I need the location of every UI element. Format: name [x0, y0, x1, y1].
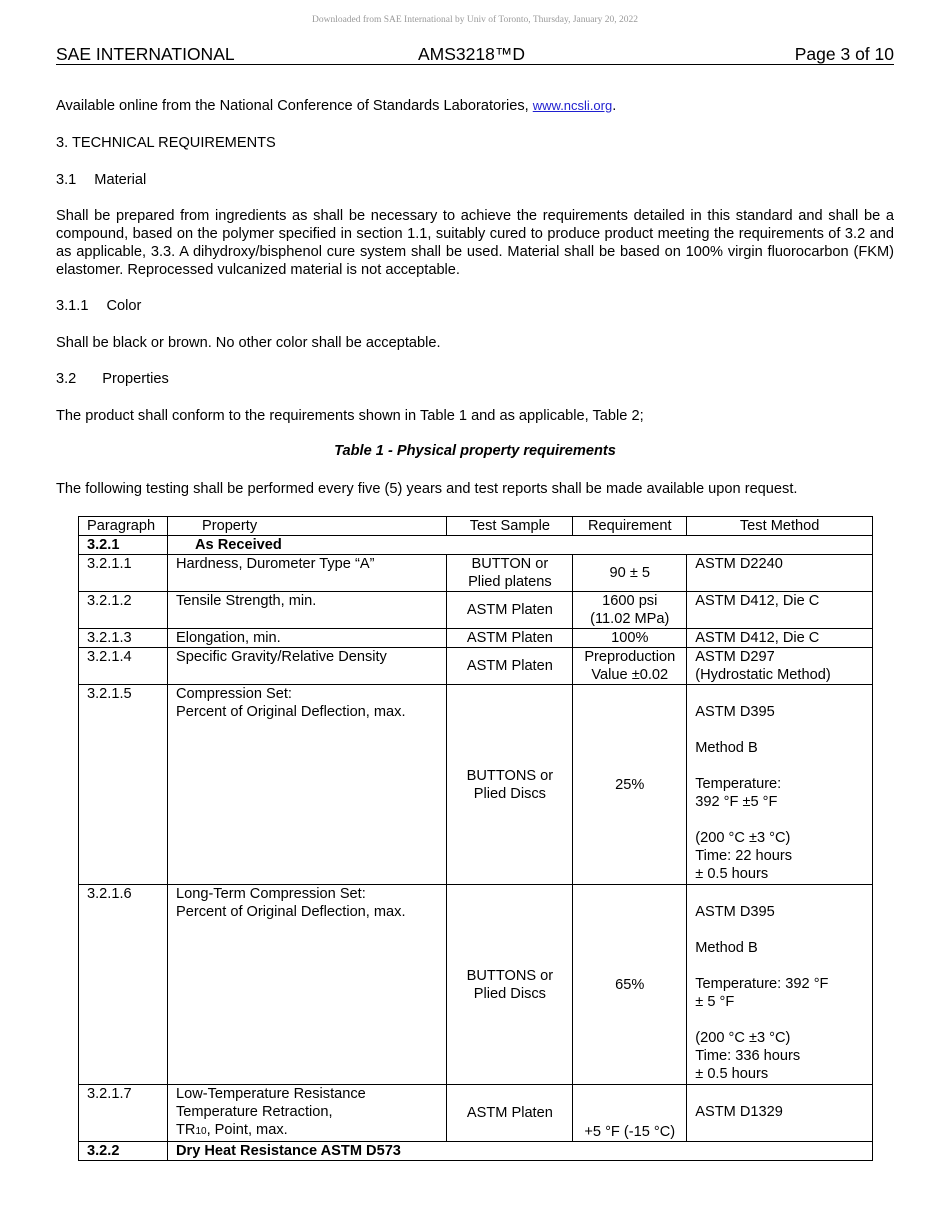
table-header-row [79, 517, 873, 536]
group-row-dry-heat [79, 1142, 873, 1161]
section-3-1-heading [56, 171, 894, 189]
physical-property-table [78, 516, 873, 1161]
group-title: As Received [167, 536, 872, 555]
table-row [79, 555, 873, 592]
row-property: Compression Set: Percent of Original Deflection, max. [167, 685, 446, 885]
row-requirement: Preproduction Value ±0.02 [573, 648, 687, 685]
row-paragraph: 3.2.1.1 [79, 555, 168, 592]
header-org: SAE INTERNATIONAL [56, 44, 235, 64]
row-test-sample: ASTM Platen [447, 1085, 573, 1142]
table-row [79, 592, 873, 629]
row-test-method: ASTM D2240 [687, 555, 873, 592]
section-3-1-1-heading [56, 297, 894, 315]
ncsli-link[interactable]: www.ncsli.org [532, 98, 613, 113]
row-property: Hardness, Durometer Type “A” [167, 555, 446, 592]
row-test-method: ASTM D1329 [687, 1085, 873, 1142]
row-test-sample: ASTM Platen [447, 629, 573, 648]
intro-period: . [612, 98, 617, 114]
row-test-sample: BUTTONS or Plied Discs [447, 885, 573, 1085]
group-number: 3.2.1 [79, 536, 168, 555]
row-test-sample: BUTTON or Plied platens [447, 555, 573, 592]
section-3-2-title: Properties [102, 371, 169, 387]
section-3-2-number: 3.2 [56, 371, 77, 387]
table-row [79, 648, 873, 685]
header-paragraph: Paragraph [79, 517, 168, 536]
row-property: Low-Temperature Resistance Temperature Retraction, TR10, Point, max. [167, 1085, 446, 1142]
group-number: 3.2.2 [79, 1142, 168, 1161]
row-paragraph: 3.2.1.2 [79, 592, 168, 629]
row-paragraph: 3.2.1.7 [79, 1085, 168, 1142]
group-title: Dry Heat Resistance ASTM D573 [167, 1142, 872, 1161]
row-requirement: 100% [573, 629, 687, 648]
row-test-method: ASTM D412, Die C [687, 629, 873, 648]
group-row-as-received [79, 536, 873, 555]
row-property: Specific Gravity/Relative Density [167, 648, 446, 685]
section-3-1-1-number: 3.1.1 [56, 298, 89, 314]
row-paragraph: 3.2.1.6 [79, 885, 168, 1085]
table-row [79, 685, 873, 885]
section-3-1-number: 3.1 [56, 172, 77, 188]
row-test-sample: ASTM Platen [447, 592, 573, 629]
table-note: The following testing shall be performed every five (5) years and test reports shall be made available upon request. [56, 481, 798, 497]
tr-subscript: 10 [195, 1126, 207, 1137]
page-header [56, 44, 894, 65]
row-paragraph: 3.2.1.4 [79, 648, 168, 685]
header-requirement: Requirement [573, 517, 687, 536]
row-requirement: 90 ± 5 [573, 555, 687, 592]
header-test-sample: Test Sample [447, 517, 573, 536]
row-test-method: ASTM D395 Method B Temperature: 392 °F ±5 °F (200 °C ±3 °C) Time: 22 hours ± 0.5 hours [687, 685, 873, 885]
section-3-1-1-title: Color [106, 298, 142, 314]
intro-text: Available online from the National Conference of Standards Laboratories, [56, 98, 533, 114]
header-property: Property [167, 517, 446, 536]
section-3-1-1-body: Shall be black or brown. No other color shall be acceptable. [56, 335, 441, 351]
row-test-method: ASTM D395 Method B Temperature: 392 °F ± 5 °F (200 °C ±3 °C) Time: 336 hours ± 0.5 hours [687, 885, 873, 1085]
row-property: Long-Term Compression Set: Percent of Original Deflection, max. [167, 885, 446, 1085]
row-requirement: 25% [573, 685, 687, 885]
row-requirement: 65% [573, 885, 687, 1085]
header-page-number: Page 3 of 10 [794, 44, 894, 64]
row-property: Tensile Strength, min. [167, 592, 446, 629]
header-doc-id: AMS3218™D [418, 44, 525, 64]
row-test-method: ASTM D297 (Hydrostatic Method) [687, 648, 873, 685]
intro-paragraph [56, 97, 894, 115]
row-property: Elongation, min. [167, 629, 446, 648]
header-test-method: Test Method [687, 517, 873, 536]
table-row [79, 885, 873, 1085]
row-requirement: 1600 psi (11.02 MPa) [573, 592, 687, 629]
table-row [79, 1085, 873, 1142]
row-requirement: +5 °F (-15 °C) [573, 1085, 687, 1142]
row-paragraph: 3.2.1.5 [79, 685, 168, 885]
table-caption: Table 1 - Physical property requirements [334, 443, 616, 459]
table-row [79, 629, 873, 648]
section-3-2-body: The product shall conform to the requirements shown in Table 1 and as applicable, Table 2; [56, 408, 644, 424]
section-3-2-heading [56, 370, 894, 388]
row-test-method: ASTM D412, Die C [687, 592, 873, 629]
download-watermark: Downloaded from SAE International by Univ of Toronto, Thursday, January 20, 2022 [311, 15, 639, 25]
section-3-1-title: Material [94, 172, 147, 188]
section-3-heading: 3. TECHNICAL REQUIREMENTS [56, 135, 276, 151]
row-test-sample: ASTM Platen [447, 648, 573, 685]
section-3-1-body: Shall be prepared from ingredients as shall be necessary to achieve the requirements detailed in this standard and shall be a compound, based on the polymer specified in section 1.1, suitably cured to produce product meeting the requirements of 3.2 and as applicable, 3.3. A dihydroxy/bisphenol cure system shall be used. Material shall be based on 100% virgin fluorocarbon (FKM) elastomer. Reprocessed vulcanized material is not acceptable. [56, 208, 894, 278]
row-paragraph: 3.2.1.3 [79, 629, 168, 648]
row-test-sample: BUTTONS or Plied Discs [447, 685, 573, 885]
